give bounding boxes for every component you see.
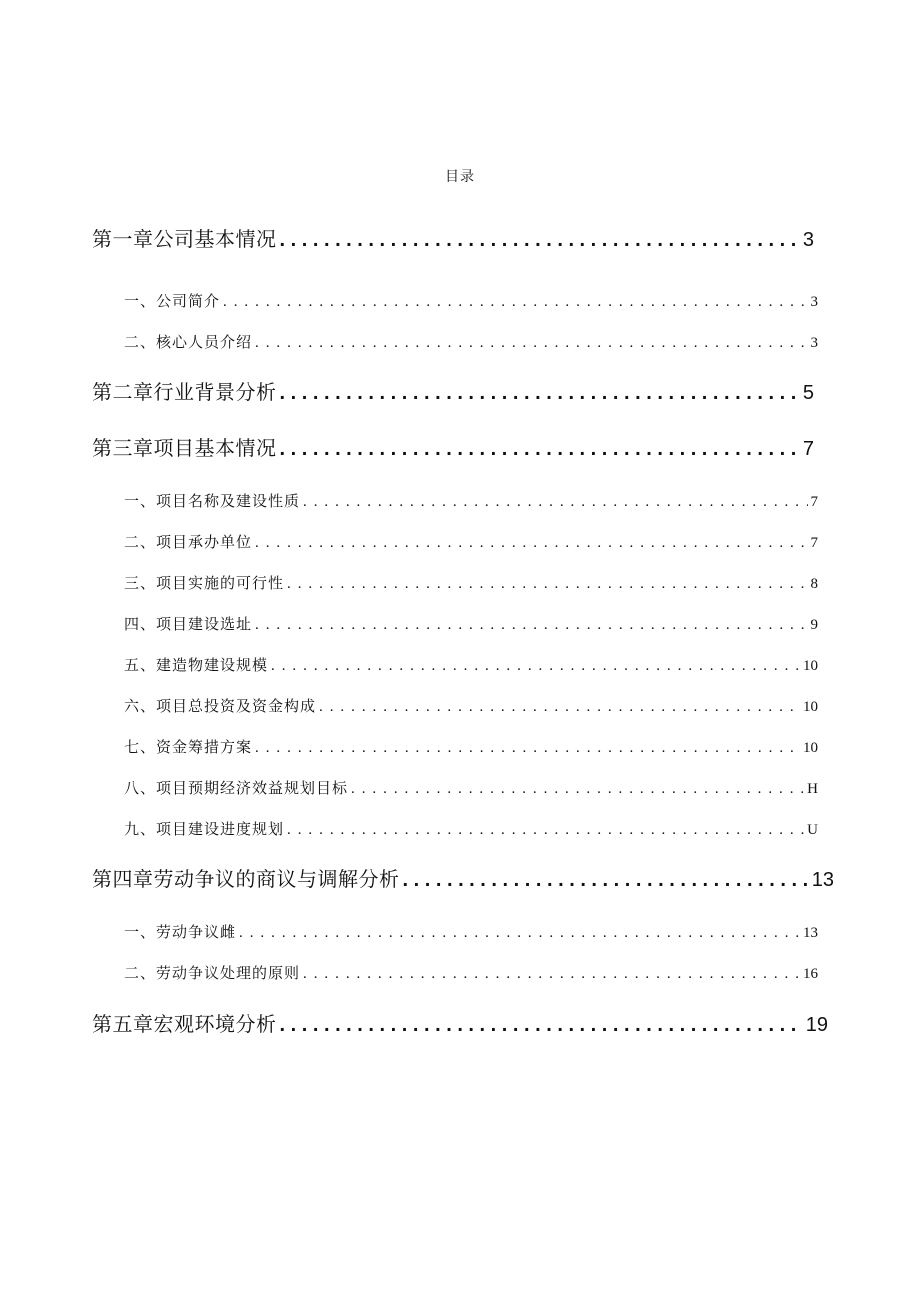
toc-page-number: 9 — [810, 617, 818, 633]
toc-page-number: U — [807, 822, 818, 838]
toc-page-number: 10 — [803, 699, 818, 715]
toc-chapter-1[interactable] — [92, 223, 814, 253]
toc-page-number: 16 — [803, 966, 818, 982]
dot-leader — [280, 1014, 803, 1037]
dot-leader — [303, 494, 807, 511]
toc-page-number: 3 — [810, 335, 818, 351]
dot-leader — [287, 576, 807, 593]
toc-section-1-1[interactable] — [124, 290, 818, 314]
toc-section-1-2[interactable] — [124, 331, 818, 355]
dot-leader — [255, 617, 807, 634]
toc-section-3-4[interactable] — [124, 613, 818, 637]
toc-page-number: 8 — [810, 576, 818, 592]
toc-page-number: 19 — [805, 1014, 828, 1036]
toc-title: 目录 — [445, 169, 475, 185]
toc-entry-title: 第四章劳动争议的商议与调解分析 — [92, 867, 400, 891]
dot-leader — [403, 869, 809, 892]
toc-entry-title: 二、劳动争议处理的原则 — [124, 964, 301, 982]
toc-page-number: 5 — [802, 382, 814, 404]
toc-entry-title: 二、核心人员介绍 — [124, 333, 253, 351]
dot-leader — [319, 699, 800, 716]
dot-leader — [223, 294, 807, 311]
toc-page-number: 10 — [803, 740, 818, 756]
toc-chapter-4[interactable] — [92, 863, 834, 893]
toc-entry-title: 一、劳动争议雌 — [124, 923, 237, 941]
toc-section-3-2[interactable] — [124, 531, 818, 555]
toc-entry-title: 第一章公司基本情况 — [92, 227, 277, 251]
toc-entry-title: 四、项目建设选址 — [124, 615, 253, 633]
toc-entry-title: 八、项目预期经济效益规划目标 — [124, 779, 349, 797]
toc-entry-title: 第二章行业背景分析 — [92, 380, 277, 404]
dot-leader — [255, 335, 807, 352]
toc-section-3-1[interactable] — [124, 490, 818, 514]
toc-entry-title: 第三章项目基本情况 — [92, 436, 277, 460]
toc-chapter-5[interactable] — [92, 1008, 828, 1038]
toc-entry-title: 七、资金筹措方案 — [124, 738, 253, 756]
toc-entry-title: 一、项目名称及建设性质 — [124, 492, 301, 510]
toc-entry-title: 六、项目总投资及资金构成 — [124, 697, 317, 715]
dot-leader — [351, 781, 804, 798]
dot-leader — [255, 535, 807, 552]
toc-section-3-7[interactable] — [124, 736, 818, 760]
toc-page-number: H — [807, 781, 818, 797]
toc-page-number: 7 — [810, 494, 818, 510]
toc-section-3-5[interactable] — [124, 654, 818, 678]
toc-section-4-1[interactable] — [124, 921, 818, 945]
toc-page-number: 3 — [802, 229, 814, 251]
toc-chapter-3[interactable] — [92, 432, 814, 462]
toc-entry-title: 九、项目建设进度规划 — [124, 820, 285, 838]
toc-page-number: 13 — [803, 925, 818, 941]
toc-page-number: 13 — [811, 869, 834, 891]
dot-leader — [271, 658, 800, 675]
dot-leader — [239, 925, 800, 942]
toc-entry-title: 一、公司简介 — [124, 292, 221, 310]
toc-section-4-2[interactable] — [124, 962, 818, 986]
toc-section-3-3[interactable] — [124, 572, 818, 596]
toc-entry-title: 五、建造物建设规模 — [124, 656, 269, 674]
dot-leader — [280, 382, 800, 405]
toc-page-number: 10 — [803, 658, 818, 674]
toc-section-3-6[interactable] — [124, 695, 818, 719]
dot-leader — [303, 966, 800, 983]
toc-page-number: 7 — [810, 535, 818, 551]
dot-leader — [280, 229, 800, 252]
toc-entry-title: 二、项目承办单位 — [124, 533, 253, 551]
toc-entry-title: 三、项目实施的可行性 — [124, 574, 285, 592]
toc-chapter-2[interactable] — [92, 376, 814, 406]
dot-leader — [287, 822, 804, 839]
toc-section-3-8[interactable] — [124, 777, 818, 801]
toc-page-number: 7 — [802, 438, 814, 460]
dot-leader — [280, 438, 800, 461]
toc-entry-title: 第五章宏观环境分析 — [92, 1012, 277, 1036]
toc-section-3-9[interactable] — [124, 818, 818, 842]
toc-page-number: 3 — [810, 294, 818, 310]
dot-leader — [255, 740, 800, 757]
